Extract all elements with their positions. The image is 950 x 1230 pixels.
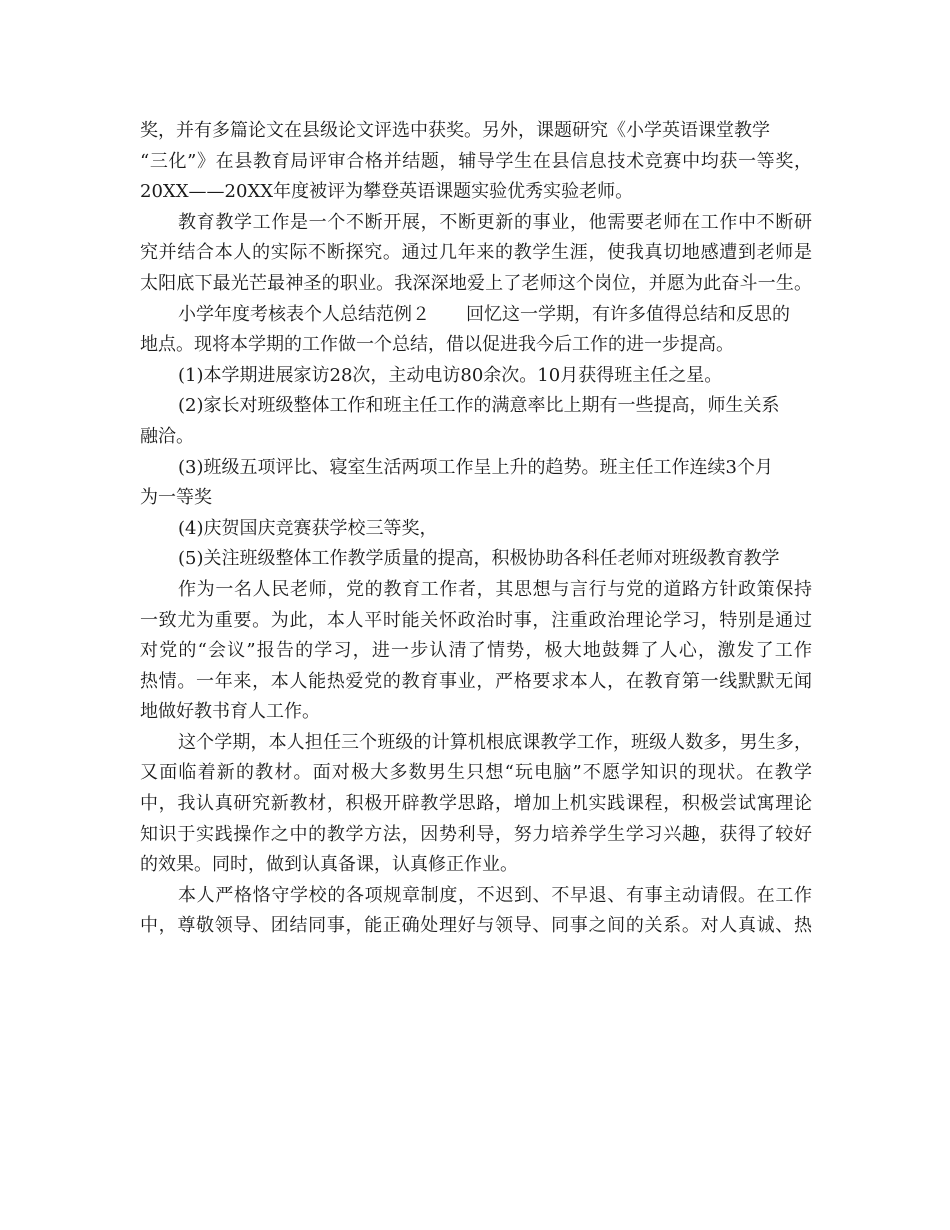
text-line: 本人严格恪守学校的各项规章制度，不迟到、不早退、有事主动请假。在工作 [178, 884, 812, 906]
text-line: (4)庆贺国庆竞赛获学校三等奖， [178, 517, 438, 539]
text-line: 这个学期，本人担任三个班级的计算机根底课教学工作，班级人数多，男生多， [178, 731, 812, 753]
text-line: “三化”》在县教育局评审合格并结题，辅导学生在县信息技术竞赛中均获一等奖， [140, 150, 812, 172]
text-line: (1)本学期进展家访28次，主动电访80余次。10月获得班主任之星。 [178, 364, 723, 386]
text-line: 小学年度考核表个人总结范例２ 回忆这一学期，有许多值得总结和反思的 [178, 303, 790, 325]
text-line: 奖，并有多篇论文在县级论文评选中获奖。另外，课题研究《小学英语课堂教学 [140, 120, 770, 141]
text-line: 热情。一年来，本人能热爱党的教育事业，严格要求本人，在教育第一线默默无闻 [140, 670, 812, 692]
text-line: 中，尊敬领导、团结同事，能正确处理好与领导、同事之间的关系。对人真诚、热 [140, 915, 812, 937]
text-line: 为一等奖 [140, 487, 212, 509]
document-body [140, 116, 812, 942]
text-line: (3)班级五项评比、寝室生活两项工作呈上升的趋势。班主任工作连续3个月 [178, 456, 773, 478]
text-line: 20XX——20XX年度被评为攀登英语课题实验优秀实验老师。 [140, 181, 634, 203]
text-line: 又面临着新的教材。面对极大多数男生只想“玩电脑”不愿学知识的现状。在教学 [140, 762, 812, 784]
text-line: 知识于实践操作之中的教学方法，因势利导，努力培养学生学习兴趣，获得了较好 [140, 823, 812, 845]
text-line: 作为一名人民老师，党的教育工作者，其思想与言行与党的道路方针政策保持 [178, 578, 812, 600]
text-line: 对党的“会议”报告的学习，进一步认清了情势，极大地鼓舞了人心，激发了工作 [140, 640, 812, 662]
text-line: 一致尤为重要。为此，本人平时能关怀政治时事，注重政治理论学习，特别是通过 [140, 609, 812, 631]
text-line: 融洽。 [140, 425, 194, 447]
text-line: 地点。现将本学期的工作做一个总结，借以促进我今后工作的进一步提高。 [140, 334, 734, 356]
text-line: 究并结合本人的实际不断探究。通过几年来的教学生涯，使我真切地感遭到老师是 [140, 242, 812, 264]
text-line: 中，我认真研究新教材，积极开辟教学思路，增加上机实践课程，积极尝试寓理论 [140, 793, 812, 815]
text-line: (5)关注班级整体工作教学质量的提高，积极协助各科任老师对班级教育教学 [178, 548, 780, 570]
text-line: 教育教学工作是一个不断开展，不断更新的事业，他需要老师在工作中不断研 [178, 211, 812, 233]
text-line: (2)家长对班级整体工作和班主任工作的满意率比上期有一些提高，师生关系 [178, 395, 780, 417]
text-line: 地做好教书育人工作。 [140, 701, 320, 723]
text-line: 太阳底下最光芒最神圣的职业。我深深地爱上了老师这个岗位，并愿为此奋斗一生。 [140, 272, 812, 294]
text-line: 的效果。同时，做到认真备课，认真修正作业。 [140, 854, 518, 876]
